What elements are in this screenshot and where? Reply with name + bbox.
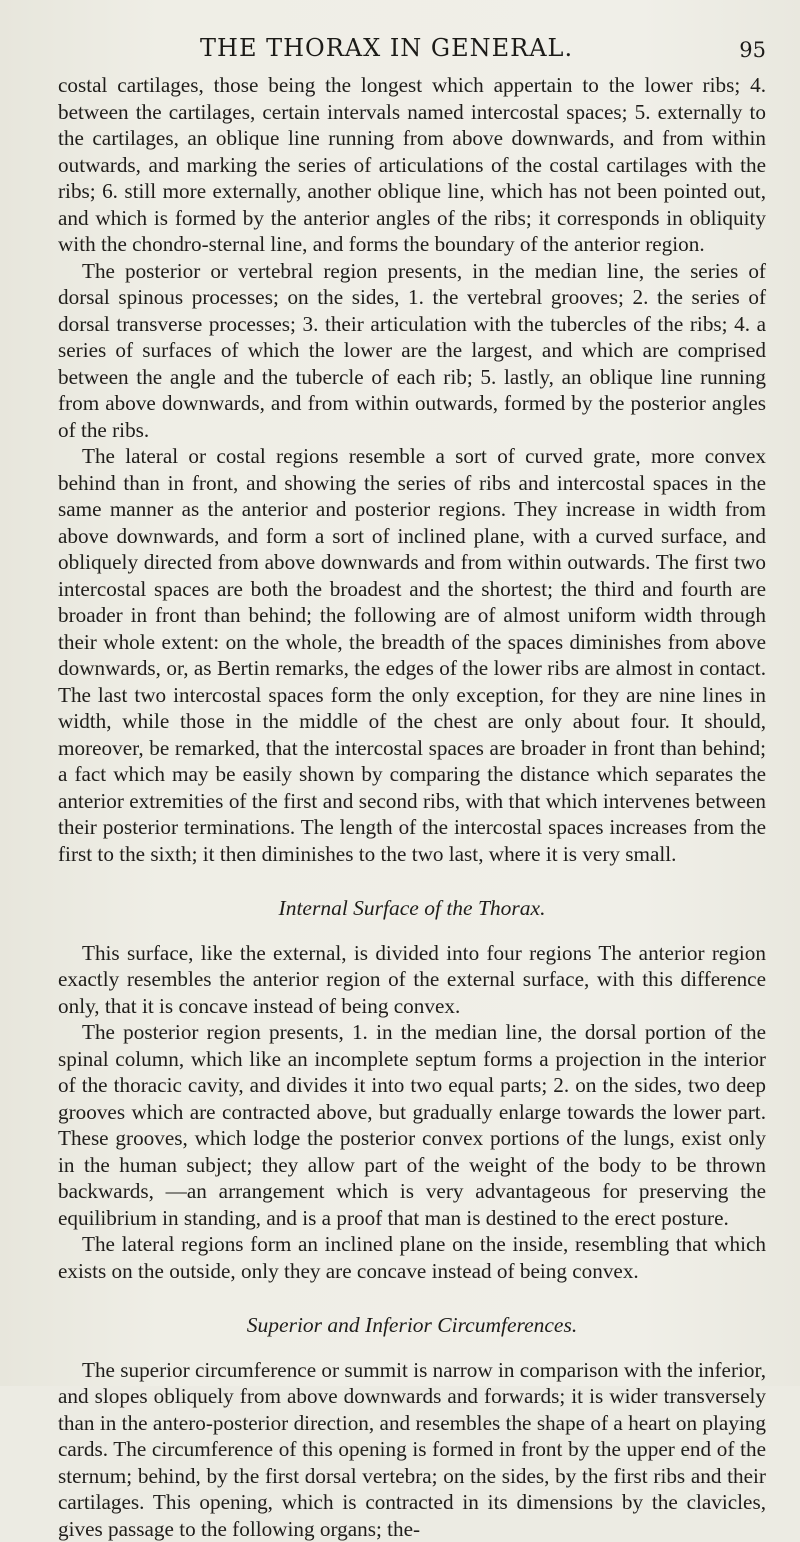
paragraph-superior-circumference: The superior circumference or summit is narrow in comparison with the inferior, and slopes obliquely from above downwards and forwards; it is wider transversely than in the antero-posterior direction, and resembles the shape of a heart on playing cards. The circumference of this opening is formed in front by the upper end of the sternum; behind, by the first dorsal vertebra; on the sides, by the first ribs and their cartilages. This opening, which is contracted in its dimensions by the clavicles, gives passage to the following organs; the- [58,1357,766,1542]
paragraph-internal-posterior: The posterior region presents, 1. in the median line, the dorsal portion of the spinal column, which like an incomplete septum forms a projection in the interior of the thoracic cavity, and divides it into two equal parts; 2. on the sides, two deep grooves which are contracted above, but gradually enlarge towards the lower part. These grooves, which lodge the posterior convex portions of the lungs, exist only in the human subject; they allow part of the weight of the body to be thrown backwards, —an arrangement which is very advantageous for preserving the equilibrium in standing, and is a proof that man is destined to the erect posture. [58,1019,766,1231]
paragraph-internal-lateral: The lateral regions form an inclined plane on the inside, resembling that which exists on the outside, only they are concave instead of being convex. [58,1231,766,1284]
running-head: THE THORAX IN GENERAL. [200,34,573,62]
page-bottom-margin [0,1270,800,1386]
page-number: 95 [739,38,766,62]
paragraph-costal-cartilages: costal cartilages, those being the longest which appertain to the lower ribs; 4. between the cartilages, certain intervals named intercostal spaces; 5. externally to the cartilages, an oblique line running from above downwards, and from within outwards, and marking the series of articulations of the costal cartilages with the ribs; 6. still more externally, another oblique line, which has not been pointed out, and which is formed by the anterior angles of the ribs; it corresponds in obliquity with the chondro-sternal line, and forms the boundary of the anterior region. [58,72,766,258]
paragraph-lateral-regions: The lateral or costal regions resemble a sort of curved grate, more convex behind than in front, and showing the series of ribs and intercostal spaces in the same manner as the anterior and posterior regions. They increase in width from above downwards, and form a sort of inclined plane, with a curved surface, and obliquely directed from above downwards and from within outwards. The first two intercostal spaces are both the broadest and the shortest; the third and fourth are broader in front than behind; the following are of almost uniform width through their whole extent: on the whole, the breadth of the spaces diminishes from above downwards, or, as Bertin remarks, the edges of the lower ribs are almost in contact. The last two intercostal spaces form the only exception, for they are nine lines in width, while those in the middle of the chest are only about four. It should, moreover, be remarked, that the intercostal spaces are broader in front than behind; a fact which may be easily shown by comparing the distance which separates the anterior extremities of the first and second ribs, with that which intervenes between their posterior terminations. The length of the intercostal spaces increases from the first to the sixth; it then diminishes to the two last, where it is very small. [58,443,766,867]
section-heading-circumferences: Superior and Inferior Circumferences. [58,1312,766,1339]
section-heading-internal-surface: Internal Surface of the Thorax. [58,895,766,922]
paragraph-posterior-region: The posterior or vertebral region presents, in the median line, the series of dorsal spinous processes; on the sides, 1. the vertebral grooves; 2. the series of dorsal transverse processes; 3. their articulation with the tubercles of the ribs; 4. a series of surfaces of which the lower are the largest, and which are comprised between the angle and the tubercle of each rib; 5. lastly, an oblique line running from above downwards, and from within outwards, formed by the posterior angles of the ribs. [58,258,766,444]
page-header [58,28,766,78]
paragraph-internal-surface: This surface, like the external, is divided into four regions The anterior region exactly resembles the anterior region of the external surface, with this difference only, that it is concave instead of being convex. [58,940,766,1020]
